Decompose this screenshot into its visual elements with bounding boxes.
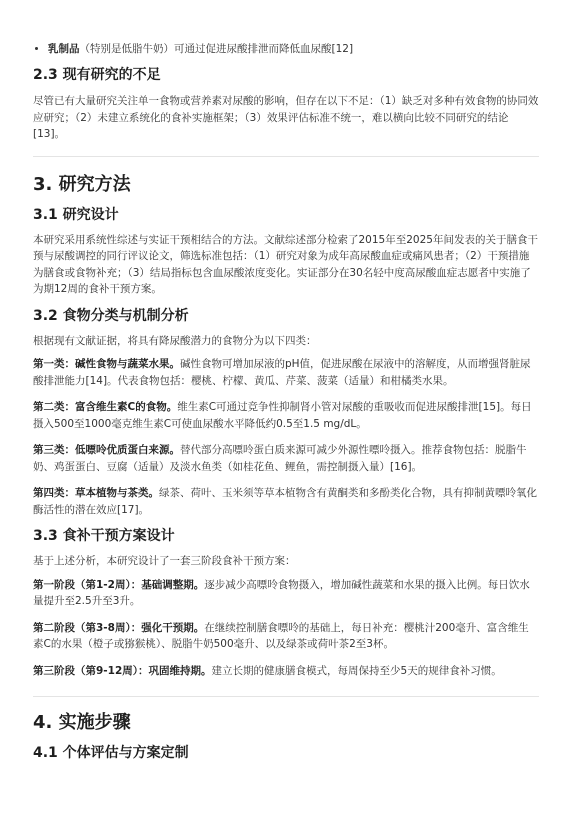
paragraph-category-4: [33, 485, 539, 518]
paragraph-3-3-intro: 基于上述分析，本研究设计了一套三阶段食补干预方案：: [33, 555, 296, 567]
category-text: 替代部分高嘌呤蛋白质来源可减少外源性嘌呤摄入。推荐食物包括：脱脂牛奶、鸡蛋蛋白、豆腐（适量）及淡水鱼类（如桂花鱼、鲤鱼，需控制摄入量）[16]。: [33, 444, 527, 473]
paragraph-phase-1: [33, 577, 539, 610]
paragraph-category-3: [33, 442, 539, 475]
category-label: 第二类：富含维生素C的食物。: [33, 401, 178, 413]
phase-label: 第三阶段（第9-12周）：巩固维持期。: [33, 664, 212, 677]
phase-label: 第一阶段（第1-2周）：基础调整期。: [33, 578, 205, 591]
category-text: 绿茶、荷叶、玉米须等草本植物含有黄酮类和多酚类化合物，具有抑制黄嘌呤氧化酶活性的潜在效应[17]。: [33, 487, 537, 516]
paragraph-category-2: [33, 399, 539, 432]
heading-3-1: 3.1 研究设计: [33, 206, 119, 223]
heading-2-3: 2.3 现有研究的不足: [33, 67, 161, 83]
category-label: 第三类：低嘌呤优质蛋白来源。: [33, 444, 180, 456]
phase-text: 逐步减少高嘌呤食物摄入，增加碱性蔬菜和水果的摄入比例。每日饮水量提升至2.5升至3升。: [33, 578, 530, 607]
bullet-label: 乳制品: [48, 43, 80, 55]
category-label: 第一类：碱性食物与蔬菜水果。: [33, 358, 180, 370]
paragraph-phase-2: [33, 620, 539, 653]
phase-text: 建立长期的健康膳食模式，每周保持至少5天的规律食补习惯。: [211, 664, 502, 677]
paragraph-3-1: 本研究采用系统性综述与实证干预相结合的方法。文献综述部分检索了2015年至2025年间发表的关于膳食干预与尿酸调控的同行评议论文，筛选标准包括：（1）研究对象为成年高尿酸血症或痛风患者；（2）干预措施为膳食或食物补充；（3）结局指标包含血尿酸浓度变化。实证部分在30名轻中度高尿酸血症志愿者中实施了为期12周的食补干预方案。: [33, 233, 538, 295]
phase-text: 在继续控制膳食嘌呤的基础上，每日补充：樱桃汁200毫升、富含维生素C的水果（橙子或猕猴桃）、脱脂牛奶500毫升、以及绿茶或荷叶茶2至3杯。: [33, 621, 529, 650]
bullet-text: （特别是低脂牛奶）可通过促进尿酸排泄而降低血尿酸[12]: [79, 43, 354, 55]
heading-4-1: 4.1 个体评估与方案定制: [33, 745, 189, 761]
paragraph-category-1: [33, 356, 539, 389]
paragraph-2-3: 尽管已有大量研究关注单一食物或营养素对尿酸的影响，但存在以下不足：（1）缺乏对多种有效食物的协同效应研究；（2）未建立系统化的食补实施框架；（3）效果评估标准不统一，难以横向比较不同研究的结论[13]。: [33, 95, 539, 140]
paragraph-phase-3: [33, 663, 539, 680]
category-text: 维生素C可通过竞争性抑制肾小管对尿酸的重吸收而促进尿酸排泄[15]。每日摄入500至1000毫克维生素C可使血尿酸水平降低约0.5至1.5 mg/dL。: [33, 401, 532, 430]
category-text: 碱性食物可增加尿液的pH值，促进尿酸在尿液中的溶解度，从而增强肾脏尿酸排泄能力[14]。代表食物包括：樱桃、柠檬、黄瓜、芹菜、菠菜（适量）和柑橘类水果。: [33, 358, 531, 387]
heading-4: 4. 实施步骤: [33, 712, 131, 733]
heading-3: 3. 研究方法: [33, 173, 131, 195]
category-label: 第四类：草本植物与茶类。: [33, 487, 159, 499]
heading-3-3: 3.3 食补干预方案设计: [33, 528, 175, 544]
section-divider: [33, 696, 539, 697]
list-item: [48, 0, 539, 57]
heading-3-2: 3.2 食物分类与机制分析: [33, 307, 189, 324]
section-divider: [33, 156, 539, 157]
paragraph-3-2-intro: 根据现有文献证据，将具有降尿酸潜力的食物分为以下四类：: [33, 334, 317, 347]
phase-label: 第二阶段（第3-8周）：强化干预期。: [33, 621, 205, 634]
food-bullet-list: [33, 0, 539, 57]
